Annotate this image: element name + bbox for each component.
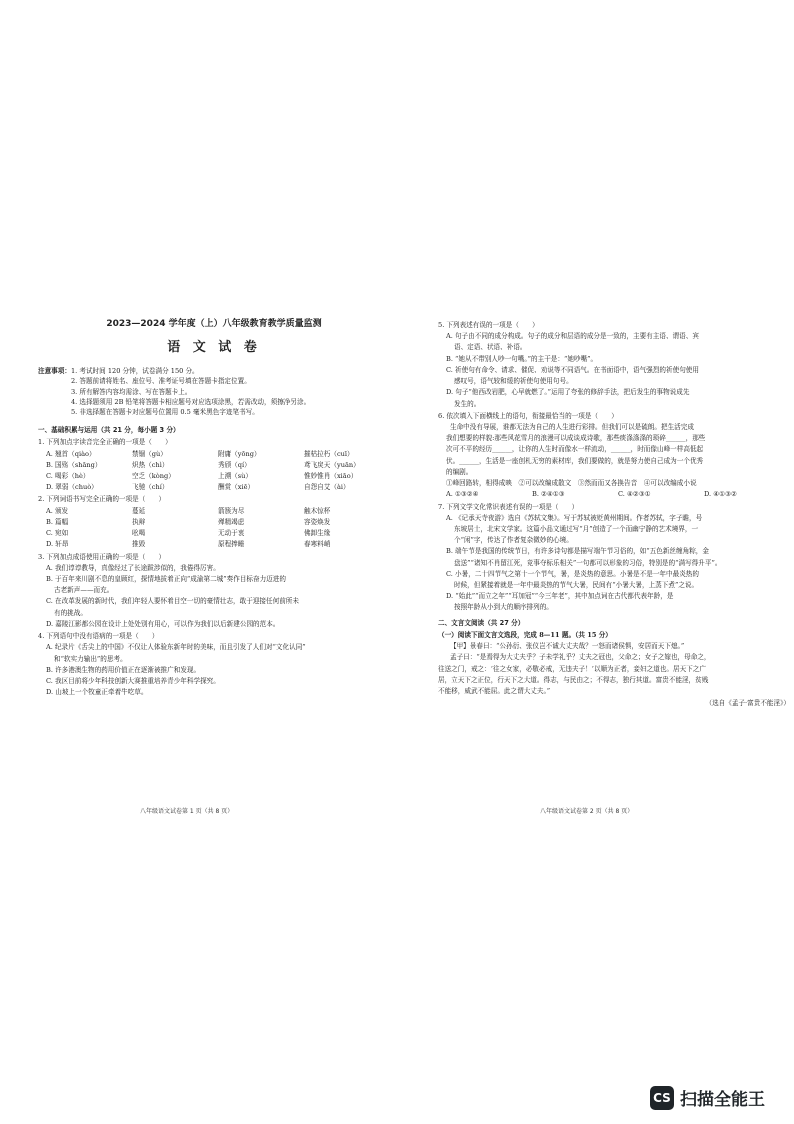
- option-cell: 酬赏（xiē）: [218, 483, 255, 492]
- option-line: C. 祈使句有命令、请求、催促、劝说等不同语气。在书面语中，语气强烈的祈使句使用: [446, 365, 699, 374]
- option-cell: 飞驰（chí）: [132, 483, 169, 492]
- option-line: A. 句子由不同的成分构成。句子的成分和层语的成分是一致的，主要有主语、谓语、宾: [446, 332, 699, 341]
- option-cell: 无动于衷: [218, 529, 245, 538]
- exam-title: 2023—2024 学年度（上）八年级教育教学质量监测: [106, 319, 322, 329]
- option-row: [46, 539, 390, 549]
- option-cell: 佛卸生缘: [304, 529, 331, 538]
- option-line: B. 端午节是我国的传统节日，有许多诗句都是描写端午节习俗的，如“五色新丝缠角粽，金: [446, 547, 709, 556]
- passage-line: 次可不平的经历______，让你的人生时而像水一样流动，______，时而像山峰一样高低起: [446, 445, 704, 454]
- note-item: 3. 所有解答内容均需涂、写在答题卡上。: [70, 387, 192, 396]
- option-line: 发生的。: [454, 399, 481, 408]
- option-cell: B. ②④①③: [532, 490, 565, 499]
- option-cell: C. 喝彩（hè）: [46, 472, 90, 481]
- question-stem: 7. 下列文学文化常识表述有误的一项是（ ）: [438, 502, 579, 511]
- passage-line: 居，立天下之正位，行天下之大道。得志，与民由之；不得志，独行其道。富贵不能淫，贫贱: [438, 675, 709, 684]
- option-cell: 自怨自艾（ài）: [304, 483, 350, 492]
- notes-list: [71, 366, 310, 417]
- option-cell: 推毁: [132, 540, 146, 549]
- option-cell: 摧枯拉朽（cuī）: [304, 449, 354, 458]
- page-footer-right: 八年级语文试卷第 2 页（共 8 页）: [540, 808, 634, 815]
- option-line: D. 嘉陵江影都公园在设计上处处别有用心，可以作为我们以后新建公园的范本。: [46, 619, 280, 628]
- note-item: 1. 考试时间 120 分钟，试卷满分 150 分。: [70, 367, 199, 376]
- option-cell: 鸢飞戾天（yuān）: [304, 460, 360, 469]
- exam-subtitle: 语 文 试 卷: [167, 339, 261, 355]
- option-cell: D. 翠弱（chuò）: [46, 483, 98, 492]
- option-cell: 上溯（sù）: [218, 472, 253, 481]
- option-cell: A. ①③②④: [446, 490, 479, 499]
- option-cell: 附庸（yōng）: [218, 449, 261, 458]
- passage-source: （选自《孟子·富贵不能淫》）: [705, 699, 790, 708]
- option-line: 感叹号，语气较和缓的祈使句使用句号。: [454, 377, 573, 386]
- option-cell: 吆喝: [132, 529, 146, 538]
- option-row: [46, 482, 390, 492]
- note-item: 4. 选择题须用 2B 铅笔将答题卡相应题号对应选项涂黑，若需改动，须擦净另涂。: [70, 397, 311, 406]
- section-heading: 一、基础积累与运用（共 21 分，每小题 3 分）: [38, 426, 180, 435]
- option-line: 东坡居士，北宋文学家。这篇小品文通过写“月”创造了一个而幽宁静的艺术境界，一: [454, 524, 699, 533]
- passage-line: 孟子曰：“是焉得为大丈夫乎？子未学礼乎？丈夫之冠也，父命之；女子之嫁也，母命之，: [450, 653, 711, 662]
- option-row: [46, 506, 390, 516]
- section-heading: 二、文言文阅读（共 27 分）: [438, 618, 525, 627]
- notes-block: [38, 366, 390, 417]
- option-cell: 触木惊杯: [304, 506, 331, 515]
- notes-label: 注意事项：: [38, 367, 71, 376]
- option-cell: 执辩: [132, 517, 146, 526]
- passage-line: 我们想要的样貌:那些风花雪月的浪漫可以成谈成诗歌，那些痰涤涤涤的琐碎______，那些: [446, 434, 706, 443]
- option-line: 有的挑战。: [54, 608, 87, 617]
- passage-line: 往送之门，戒之：‘往之女家，必敬必戒，无违夫子！’以顺为正者，妾妇之道也。居天下之广: [438, 664, 706, 673]
- option-row: [46, 449, 390, 459]
- option-cell: B. 国殇（shāng）: [46, 460, 102, 469]
- option-line: C. 在改革发展的新时代，我们年轻人要怀着目空一切的豪情壮志，敢于迎接任何前所未: [46, 597, 299, 606]
- option-cell: C. ④②③①: [618, 490, 651, 499]
- option-line: D. 山坡上一个牧童正牵着牛吃草。: [46, 688, 148, 697]
- option-line: A. 《记承天寺夜游》选自《苏轼文集》。写于苏轼被贬黄州期间。作者苏轼，字子瞻，号: [446, 513, 703, 522]
- option-line: D. “始此”“而立之年”“耳加冠”“今三年老”，其中加点词在古代都代表年龄，是: [446, 592, 674, 601]
- option-cell: 箭簇为尽: [218, 506, 245, 515]
- passage-line: 的编剧。: [446, 467, 473, 476]
- question-stem: 4. 下列语句中没有语病的一项是（ ）: [38, 632, 159, 641]
- scanner-watermark: [650, 1085, 765, 1110]
- option-cell: D. 轩昂: [46, 540, 69, 549]
- option-row: [446, 489, 790, 499]
- option-cell: 空乏（kòng）: [132, 472, 175, 481]
- option-cell: C. 宛如: [46, 529, 69, 538]
- option-line: 语、定语、状语、补语。: [454, 343, 527, 352]
- option-cell: 惟妙惟肖（xiāo）: [304, 472, 358, 481]
- option-line: A. 纪录片《舌尖上的中国》不仅让人体验东新年时的美味，而且引发了人们对“文化认同”: [46, 643, 306, 652]
- option-line: C. 我区目前将少年科技创新大赛推重培养青少年科学探究。: [46, 676, 220, 685]
- subsection-heading: （一）阅读下面文言文选段，完成 8—11 题。（共 15 分）: [438, 630, 612, 639]
- passage-line: 伏。______，生活是一座创札无穷的素材库，我们要做的，就是努力使自己成为一个优秀: [446, 456, 704, 465]
- option-cell: 容姿焕发: [304, 517, 331, 526]
- option-line: 个“闲”字，传达了作者复杂微妙的心境。: [454, 536, 573, 545]
- option-row: [46, 471, 390, 481]
- option-cell: B. 篇幅: [46, 517, 69, 526]
- option-line: D. 句子“他西改岩肥，心早就燃了。”运用了夸张的修辞手法，把后发生的事物说成先: [446, 388, 690, 397]
- note-item: 2. 答题前请将姓名、座位号、准考证号填在答题卡指定位置。: [70, 377, 251, 386]
- right-page: [438, 318, 790, 708]
- camscanner-logo-icon: CS: [650, 1086, 674, 1110]
- option-line: B. 于百年来川剧不息的皇顾红，探情地拔着正向“成渝第二城”奏作目标奋力迈进的: [46, 575, 286, 584]
- question-stem: 2. 下列词语书写完全正确的一项是（ ）: [38, 495, 166, 504]
- question-stem: 5. 下列表述有误的一项是（ ）: [438, 321, 539, 329]
- passage-line: 生命中没有导展，谁都无法为自己的人生进行彩排。但我们可以是硫朗。把生活完成: [450, 422, 694, 431]
- option-cell: 殚精竭虑: [218, 517, 245, 526]
- option-cell: 禁锢（gù）: [132, 449, 167, 458]
- option-row: [46, 517, 390, 527]
- option-line: C. 小暑，二十四节气之第十一个节气，暑，是炎热的意思。小暑是不是一年中最炎热的: [446, 569, 699, 578]
- option-line: B. 许多港澳生物的药用价值正在逐渐被推广和发现。: [46, 665, 201, 674]
- passage-line: 不能移，威武不能屈。此之谓大丈夫。”: [438, 687, 551, 695]
- option-cell: 原程捧睡: [218, 540, 245, 549]
- option-cell: A. 颁发: [46, 506, 69, 515]
- option-cell: 蔓延: [132, 506, 146, 515]
- option-cell: 炽热（chì）: [132, 460, 169, 469]
- note-item: 5. 非选择题在答题卡对应题号位置用 0.5 毫米黑色字迹笔书写。: [70, 407, 259, 416]
- option-cell: D. ④①③②: [704, 490, 737, 499]
- option-cell: 秀颀（qí）: [218, 460, 251, 469]
- option-line: 和“软实力输出”的思考。: [54, 654, 127, 663]
- passage-line: 【甲】景春曰：“公孙衍、张仪岂不诚大丈夫哉？一怒而诸侯惧，安居而天下熄。”: [450, 642, 685, 651]
- choices-line: ①峰回路转，相得成映 ②可以改编成散文 ③然而而又各换告音 ④可以改编成小说: [446, 479, 697, 488]
- scanner-brand-text: 扫描全能王: [680, 1090, 765, 1110]
- option-line: 盘送”“诸知不肖留江死，竞事夺标乐相关”一句都可以形象的习俗，特别是的“满写得升平”。: [454, 558, 722, 567]
- option-row: [46, 460, 390, 470]
- option-line: A. 我们谆谆教导，真像经过了长途跋涉似的，我倦得厉害。: [46, 563, 220, 572]
- left-page: [38, 318, 390, 698]
- page-footer-left: 八年级语文试卷第 1 页（共 8 页）: [140, 808, 234, 815]
- option-line: B. “她从不带别人吵一句嘴。”的主干是：“她吵嘴”。: [446, 354, 598, 363]
- question-stem: 1. 下列加点字读音完全正确的一项是（ ）: [38, 438, 172, 447]
- option-line: 时候，但紧接着就是一年中最炎热的节气大暑，民间有“小暑大暑，上蒸下煮”之说。: [454, 581, 699, 590]
- question-stem: 6. 依次填入下面横线上的语句，衔接最恰当的一项是（ ）: [438, 411, 618, 420]
- option-cell: A. 翘首（qiào）: [46, 449, 96, 458]
- option-row: [46, 528, 390, 538]
- option-cell: 春寒料峭: [304, 540, 331, 549]
- option-line: 按照年龄从小到大的顺序排列的。: [454, 603, 553, 612]
- option-line: 古老新声——而充。: [54, 586, 114, 595]
- question-stem: 3. 下列加点成语使用正确的一项是（ ）: [38, 552, 166, 561]
